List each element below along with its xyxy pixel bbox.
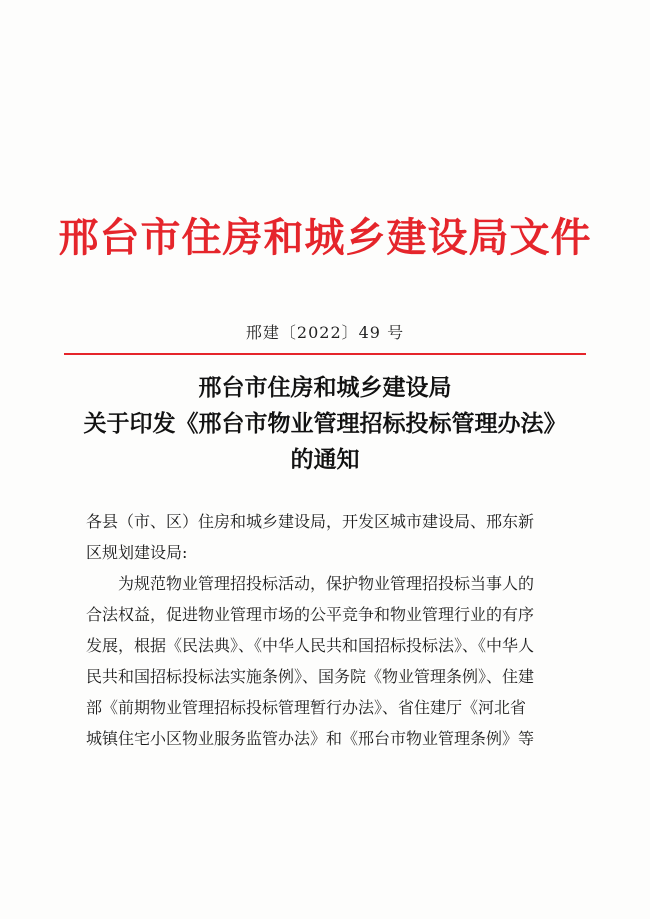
paragraph-line-6: 城镇住宅小区物业服务监管办法》和《邢台市物业管理条例》等	[86, 729, 535, 748]
notice-title-line-1: 邢台市住房和城乡建设局	[198, 374, 452, 401]
paragraph-line-3: 发展，根据《民法典》、《中华人民共和国招标投标法》、《中华人	[86, 636, 535, 655]
notice-title	[0, 370, 650, 478]
notice-title-line-3: 的通知	[290, 446, 360, 473]
notice-body	[86, 506, 566, 754]
recipients-line-2: 区规划建设局:	[86, 543, 188, 562]
paragraph-line-2: 合法权益，促进物业管理市场的公平竞争和物业管理行业的有序	[86, 605, 535, 624]
notice-title-line-2: 关于印发《邢台市物业管理招标投标管理办法》	[83, 410, 567, 437]
document-header-title: 邢台市住房和城乡建设局文件	[58, 215, 592, 261]
paragraph-line-1: 为规范物业管理招投标活动，保护物业管理招投标当事人的	[118, 574, 535, 593]
document-number: 邢建〔2022〕49 号	[245, 323, 405, 342]
recipients-line-1: 各县（市、区）住房和城乡建设局，开发区城市建设局、邢东新	[86, 512, 535, 531]
paragraph-line-5: 部《前期物业管理招标投标管理暂行办法》、省住建厅《河北省	[86, 698, 527, 717]
paragraph-line-4: 民共和国招标投标法实施条例》、国务院《物业管理条例》、住建	[86, 667, 535, 686]
red-divider-line	[64, 353, 586, 355]
